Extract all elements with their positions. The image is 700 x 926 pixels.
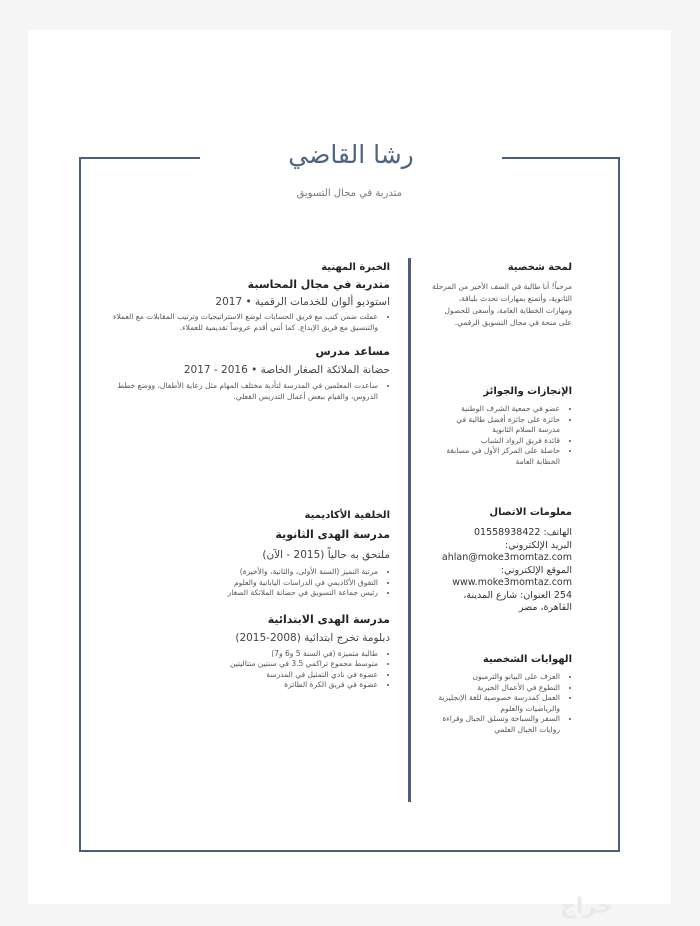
job-title: مساعد مدرس bbox=[315, 345, 390, 358]
experience-section bbox=[102, 262, 390, 402]
frame-bottom-line bbox=[79, 850, 620, 852]
hobby-item: • التطوع في الأعمال الخيرية bbox=[432, 683, 560, 694]
experience-heading: الخبرة المهنية bbox=[321, 262, 390, 273]
resume-subtitle: متدربة في مجال التسويق bbox=[296, 188, 402, 199]
achievement-item: • حائزة على جائزة أفضل طالبة في مدرسة السلام الثانوية bbox=[432, 415, 560, 436]
school-bullet: • التفوق الأكاديمي في الدراسات اليابانية والعلوم bbox=[102, 578, 378, 589]
frame-top-right-line bbox=[502, 157, 620, 159]
contact-email-label: البريد الإلكتروني: bbox=[505, 539, 572, 551]
job-bullets bbox=[102, 312, 390, 333]
frame-left-line bbox=[79, 157, 81, 852]
school-org: ملتحق به حالياً (2015 - الآن) bbox=[262, 549, 390, 561]
achievement-item: • قائدة فريق الرواد الشباب bbox=[432, 436, 560, 447]
school-bullets bbox=[102, 649, 390, 691]
contact-phone: الهاتف: 01558938422 bbox=[473, 527, 572, 538]
resume-name: رشا القاضي bbox=[288, 140, 414, 169]
school-org: دبلومة تخرج ابتدائية (2008-2015) bbox=[235, 631, 390, 644]
contact-section bbox=[432, 507, 572, 615]
hobby-item: • العزف على البيانو والترمبون bbox=[432, 672, 560, 683]
job-org: استوديو ألوان للخدمات الرقمية • 2017 bbox=[215, 296, 390, 308]
profile-text: مرحباً! أنا طالبة في الصف الأخير من المرحلة الثانوية، وأتمتع بمهارات تحدث بلباقة، ومهارات الخطابة العامة، وأسعى للحصول على منحة في مجال التسويق الرقمي. bbox=[432, 282, 572, 327]
frame-top-left-line bbox=[79, 157, 200, 159]
school-title: مدرسة الهدى الابتدائية bbox=[267, 612, 390, 626]
achievements-list bbox=[432, 404, 572, 467]
contact-website-label: الموقع الإلكتروني: bbox=[500, 564, 572, 576]
hobby-item: • العمل كمدرسة خصوصية للغة الإنجليزية والرياضيات والعلوم bbox=[432, 693, 560, 714]
contact-website[interactable]: www.moke3momtaz.com bbox=[452, 577, 572, 588]
hobbies-section bbox=[432, 654, 572, 735]
school-bullets bbox=[102, 567, 390, 599]
job-bullets bbox=[102, 381, 390, 402]
job-org: حضانة الملائكة الصغار الخاصة • 2016 - 2017 bbox=[183, 364, 390, 376]
education-heading: الخلفية الأكاديمية bbox=[304, 510, 390, 521]
achievement-item: • حاصلة على المركز الأول في مسابقة الخطابة العامة bbox=[432, 446, 560, 467]
achievements-section bbox=[432, 386, 572, 467]
job-title: متدربة في مجال المحاسبة bbox=[247, 278, 390, 291]
hobbies-heading: الهوايات الشخصية bbox=[482, 654, 572, 665]
school-bullet: • رئيس جماعة التسويق في حضانة الملائكة الصغار bbox=[102, 588, 378, 599]
column-divider bbox=[408, 258, 411, 802]
contact-address: 254 العنوان: شارع المدينة، القاهرة، مصر bbox=[463, 589, 572, 613]
job-bullet: • عملت ضمن كتب مع فريق الحسابات لوضع الاستراتيجيات وترتيب المقابلات مع العملاء والتنسيق مع فريق الإبداع. كما أنني أقدم عروضاً تقديمية للعملاء. bbox=[102, 312, 378, 333]
school-bullet: • طالبة متميزة (في السنة 5 و6 و7) bbox=[102, 649, 378, 660]
achievements-heading: الإنجازات والجوائز bbox=[483, 386, 572, 397]
frame-right-line bbox=[618, 157, 620, 852]
school-bullet: • عضوة في فريق الكرة الطائرة bbox=[102, 680, 378, 691]
hobby-item: • السفر والسباحة وتسلق الجبال وقراءة روايات الخيال العلمي bbox=[432, 714, 560, 735]
achievement-item: • عضو في جمعية الشرف الوطنية bbox=[432, 404, 560, 415]
job-bullet: • ساعدت المعلمين في المدرسة لتأدية مختلف المهام مثل رعاية الأطفال، ووضع خطط الدروس، والقيام ببعض أعمال التدريس الفعلي. bbox=[102, 381, 378, 402]
school-bullet: • مرتبة التميز (السنة الأولى، والثانية، والأخيرة) bbox=[102, 567, 378, 578]
contact-heading: معلومات الاتصال bbox=[489, 507, 572, 518]
education-section bbox=[102, 510, 390, 691]
hobbies-list bbox=[432, 672, 572, 735]
school-bullet: • عضوة في نادي التمثيل في المدرسة bbox=[102, 670, 378, 681]
watermark-logo: حراج bbox=[560, 894, 613, 919]
school-bullet: • متوسط مجموع تراكمي 3.5 في سنتين متتاليتين bbox=[102, 659, 378, 670]
school-title: مدرسة الهدى الثانوية bbox=[275, 528, 390, 541]
profile-heading: لمحة شخصية bbox=[507, 262, 572, 273]
contact-email[interactable]: ahlan@moke3momtaz.com bbox=[441, 552, 572, 563]
profile-section bbox=[432, 262, 572, 329]
